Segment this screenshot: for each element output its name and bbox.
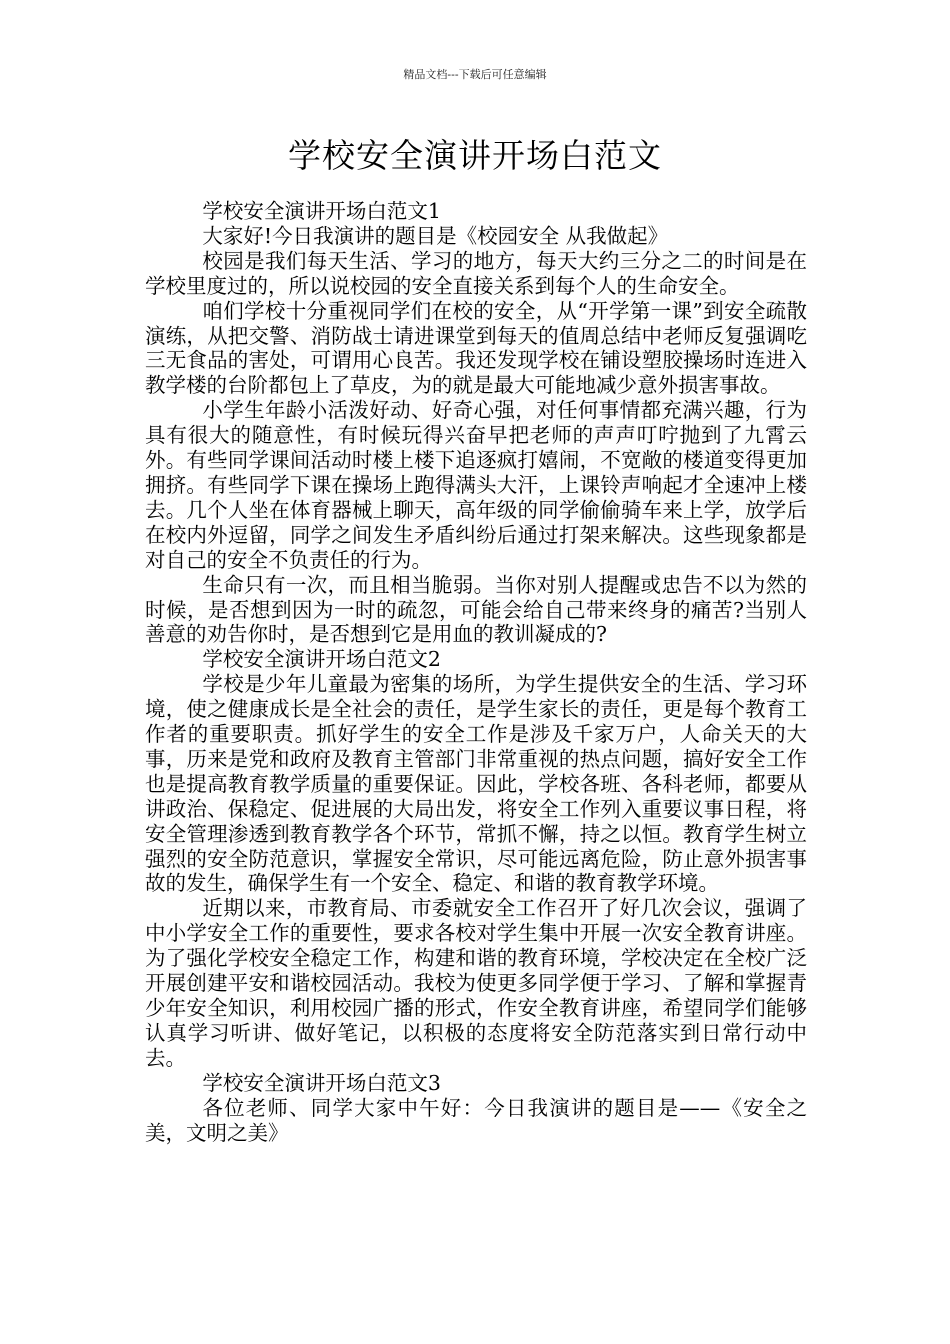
section-heading-3: 学校安全演讲开场白范文3 — [202, 1070, 441, 1095]
paragraph: 生命只有一次，而且相当脆弱。当你对别人提醒或忠告不以为然的时候，是否想到因为一时的疏忽，可能会给自己带来终身的痛苦?当别人善意的劝告你时，是否想到它是用血的教训凝成的? — [145, 572, 807, 647]
section-heading-1: 学校安全演讲开场白范文1 — [202, 199, 441, 223]
paragraph: 大家好!今日我演讲的题目是《校园安全 从我做起》 — [202, 223, 669, 248]
document-body — [145, 199, 807, 1145]
document-title: 学校安全演讲开场白范文 — [288, 136, 662, 175]
paragraph: 近期以来，市教育局、市委就安全工作召开了好几次会议，强调了中小学安全工作的重要性，要求各校对学生集中开展一次安全教育讲座。为了强化学校安全稳定工作，构建和谐的教育环境，学校决定在全校广泛开展创建平安和谐校园活动。我校为使更多同学便于学习、了解和掌握青少年安全知识，利用校园广播的形式，作安全教育讲座，希望同学们能够认真学习听讲、做好笔记，以积极的态度将安全防范落实到日常行动中去。 — [145, 896, 807, 1070]
section-heading-2: 学校安全演讲开场白范文2 — [202, 647, 441, 672]
paragraph: 咱们学校十分重视同学们在校的安全，从“开学第一课”到安全疏散演练，从把交警、消防战士请进课堂到每天的值周总结中老师反复强调吃三无食品的害处，可谓用心良苦。我还发现学校在铺设塑胶操场时连进入教学楼的台阶都包上了草皮，为的就是最大可能地减少意外损害事故。 — [145, 298, 807, 398]
paragraph: 小学生年龄小活泼好动、好奇心强，对任何事情都充满兴趣，行为具有很大的随意性，有时候玩得兴奋早把老师的声声叮咛抛到了九霄云外。有些同学课间活动时楼上楼下追逐疯打嬉闹，不宽敞的楼道变得更加拥挤。有些同学下课在操场上跑得满头大汗，上课铃声响起才全速冲上楼去。几个人坐在体育器械上聊天，高年级的同学偷偷骑车来上学，放学后在校内外逗留，同学之间发生矛盾纠纷后通过打架来解决。这些现象都是对自己的安全不负责任的行为。 — [145, 398, 807, 572]
paragraph: 校园是我们每天生活、学习的地方，每天大约三分之二的时间是在学校里度过的，所以说校园的安全直接关系到每个人的生命安全。 — [145, 248, 807, 298]
header-note: 精品文档---下载后可任意编辑 — [403, 68, 547, 81]
paragraph: 各位老师、同学大家中午好：今日我演讲的题目是——《安全之美，文明之美》 — [145, 1095, 807, 1145]
paragraph: 学校是少年儿童最为密集的场所，为学生提供安全的生活、学习环境，使之健康成长是全社会的责任，是学生家长的责任，更是每个教育工作者的重要职责。抓好学生的安全工作是涉及千家万户，人命关天的大事，历来是党和政府及教育主管部门非常重视的热点问题，搞好安全工作也是提高教育教学质量的重要保证。因此，学校各班、各科老师，都要从讲政治、保稳定、促进展的大局出发，将安全工作列入重要议事日程，将安全管理渗透到教育教学各个环节，常抓不懈，持之以恒。教育学生树立强烈的安全防范意识，掌握安全常识，尽可能远离危险，防止意外损害事故的发生，确保学生有一个安全、稳定、和谐的教育教学环境。 — [145, 672, 807, 896]
